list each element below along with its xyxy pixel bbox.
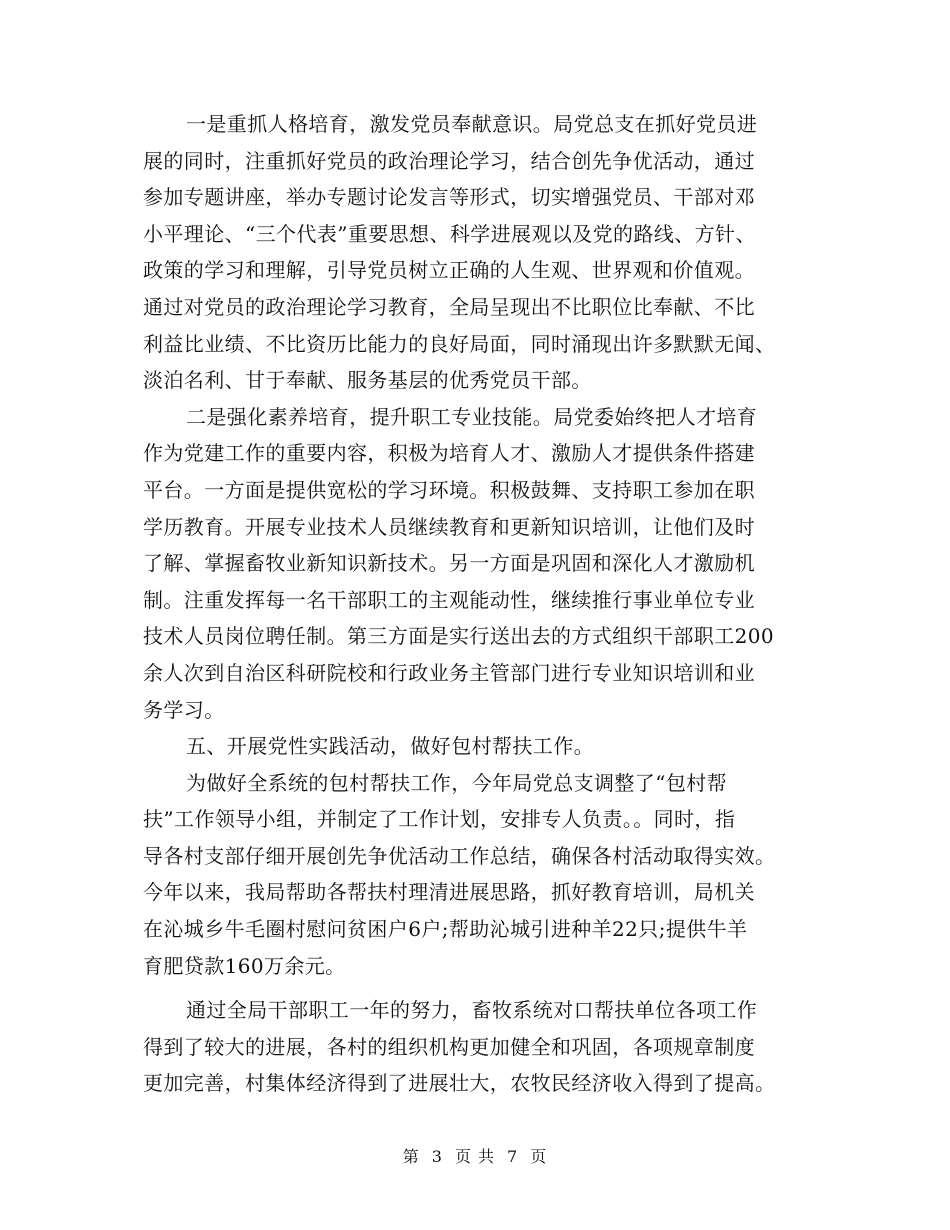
text-line: 了解、掌握畜牧业新知识新技术。另一方面是巩固和深化人才激励机 xyxy=(143,551,755,576)
text-line: 余人次到自治区科研院校和行政业务主管部门进行专业知识培训和业 xyxy=(143,660,755,685)
paragraph-quality-cultivation xyxy=(143,399,809,728)
text-line: 育肥贷款160万余元。 xyxy=(143,953,346,978)
text-line: 制。注重发挥每一名干部职工的主观能动性，继续推行事业单位专业 xyxy=(143,587,755,612)
document-body xyxy=(143,106,809,1102)
text-line: 得到了较大的进展，各村的组织机构更加健全和巩固，各项规章制度 xyxy=(143,1034,755,1059)
text-line: 今年以来，我局帮助各帮扶村理清进展思路，抓好教育培训，局机关 xyxy=(143,880,755,905)
text-line: 作为党建工作的重要内容，积极为培育人才、激励人才提供条件搭建 xyxy=(143,441,755,466)
total-page-count: 7 xyxy=(507,1147,519,1166)
text-line: 展的同时，注重抓好党员的政治理论学习，结合创先争优活动，通过 xyxy=(143,148,755,173)
text-line: 务学习。 xyxy=(143,697,225,722)
text-line: 导各村支部仔细开展创先争优活动工作总结，确保各村活动取得实效。 xyxy=(143,843,776,868)
footer-suffix: 页 xyxy=(530,1147,548,1166)
text-line: 二是强化素养培育，提升职工专业技能。局党委始终把人才培育 xyxy=(186,404,758,429)
text-line: 扶”工作领导小组，并制定了工作计划，安排专人负责。。同时，指 xyxy=(143,807,736,832)
text-line: 通过全局干部职工一年的努力，畜牧系统对口帮扶单位各项工作 xyxy=(186,998,758,1023)
footer-middle: 页 共 xyxy=(454,1147,496,1166)
text-line: 五、开展党性实践活动，做好包村帮扶工作。 xyxy=(186,734,594,759)
footer-prefix: 第 xyxy=(402,1147,420,1166)
text-line: 更加完善，村集体经济得到了进展壮大，农牧民经济收入得到了提高。 xyxy=(143,1071,776,1096)
paragraph-summary xyxy=(143,992,809,1102)
text-line: 一是重抓人格培育，激发党员奉献意识。局党总支在抓好党员进 xyxy=(186,112,758,136)
section-heading-five xyxy=(143,728,809,765)
text-line: 小平理论、“三个代表”重要思想、科学进展观以及党的路线、方针、 xyxy=(143,221,756,246)
text-line: 淡泊名利、甘于奉献、服务基层的优秀党员干部。 xyxy=(143,368,592,393)
text-line: 学历教育。开展专业技术人员继续教育和更新知识培训，让他们及时 xyxy=(143,514,755,539)
paragraph-personality-cultivation xyxy=(143,106,809,399)
text-line: 技术人员岗位聘任制。第三方面是实行送出去的方式组织干部职工200 xyxy=(143,624,774,649)
text-line: 在沁城乡牛毛圈村慰问贫困户6户;帮助沁城引进种羊22只;提供牛羊 xyxy=(143,917,748,942)
page-footer xyxy=(0,1144,950,1167)
text-line: 平台。一方面是提供宽松的学习环境。积极鼓舞、支持职工参加在职 xyxy=(143,477,755,502)
text-line: 为做好全系统的包村帮扶工作，今年局党总支调整了“包村帮 xyxy=(186,770,728,795)
text-line: 利益比业绩、不比资历比能力的良好局面，同时涌现出许多默默无闻、 xyxy=(143,331,776,356)
text-line: 政策的学习和理解，引导党员树立正确的人生观、世界观和价值观。 xyxy=(143,258,755,283)
text-line: 通过对党员的政治理论学习教育，全局呈现出不比职位比奉献、不比 xyxy=(143,294,755,319)
paragraph-village-assistance xyxy=(143,765,809,985)
text-line: 参加专题讲座，举办专题讨论发言等形式，切实增强党员、干部对邓 xyxy=(143,185,755,210)
current-page-number: 3 xyxy=(431,1147,443,1166)
